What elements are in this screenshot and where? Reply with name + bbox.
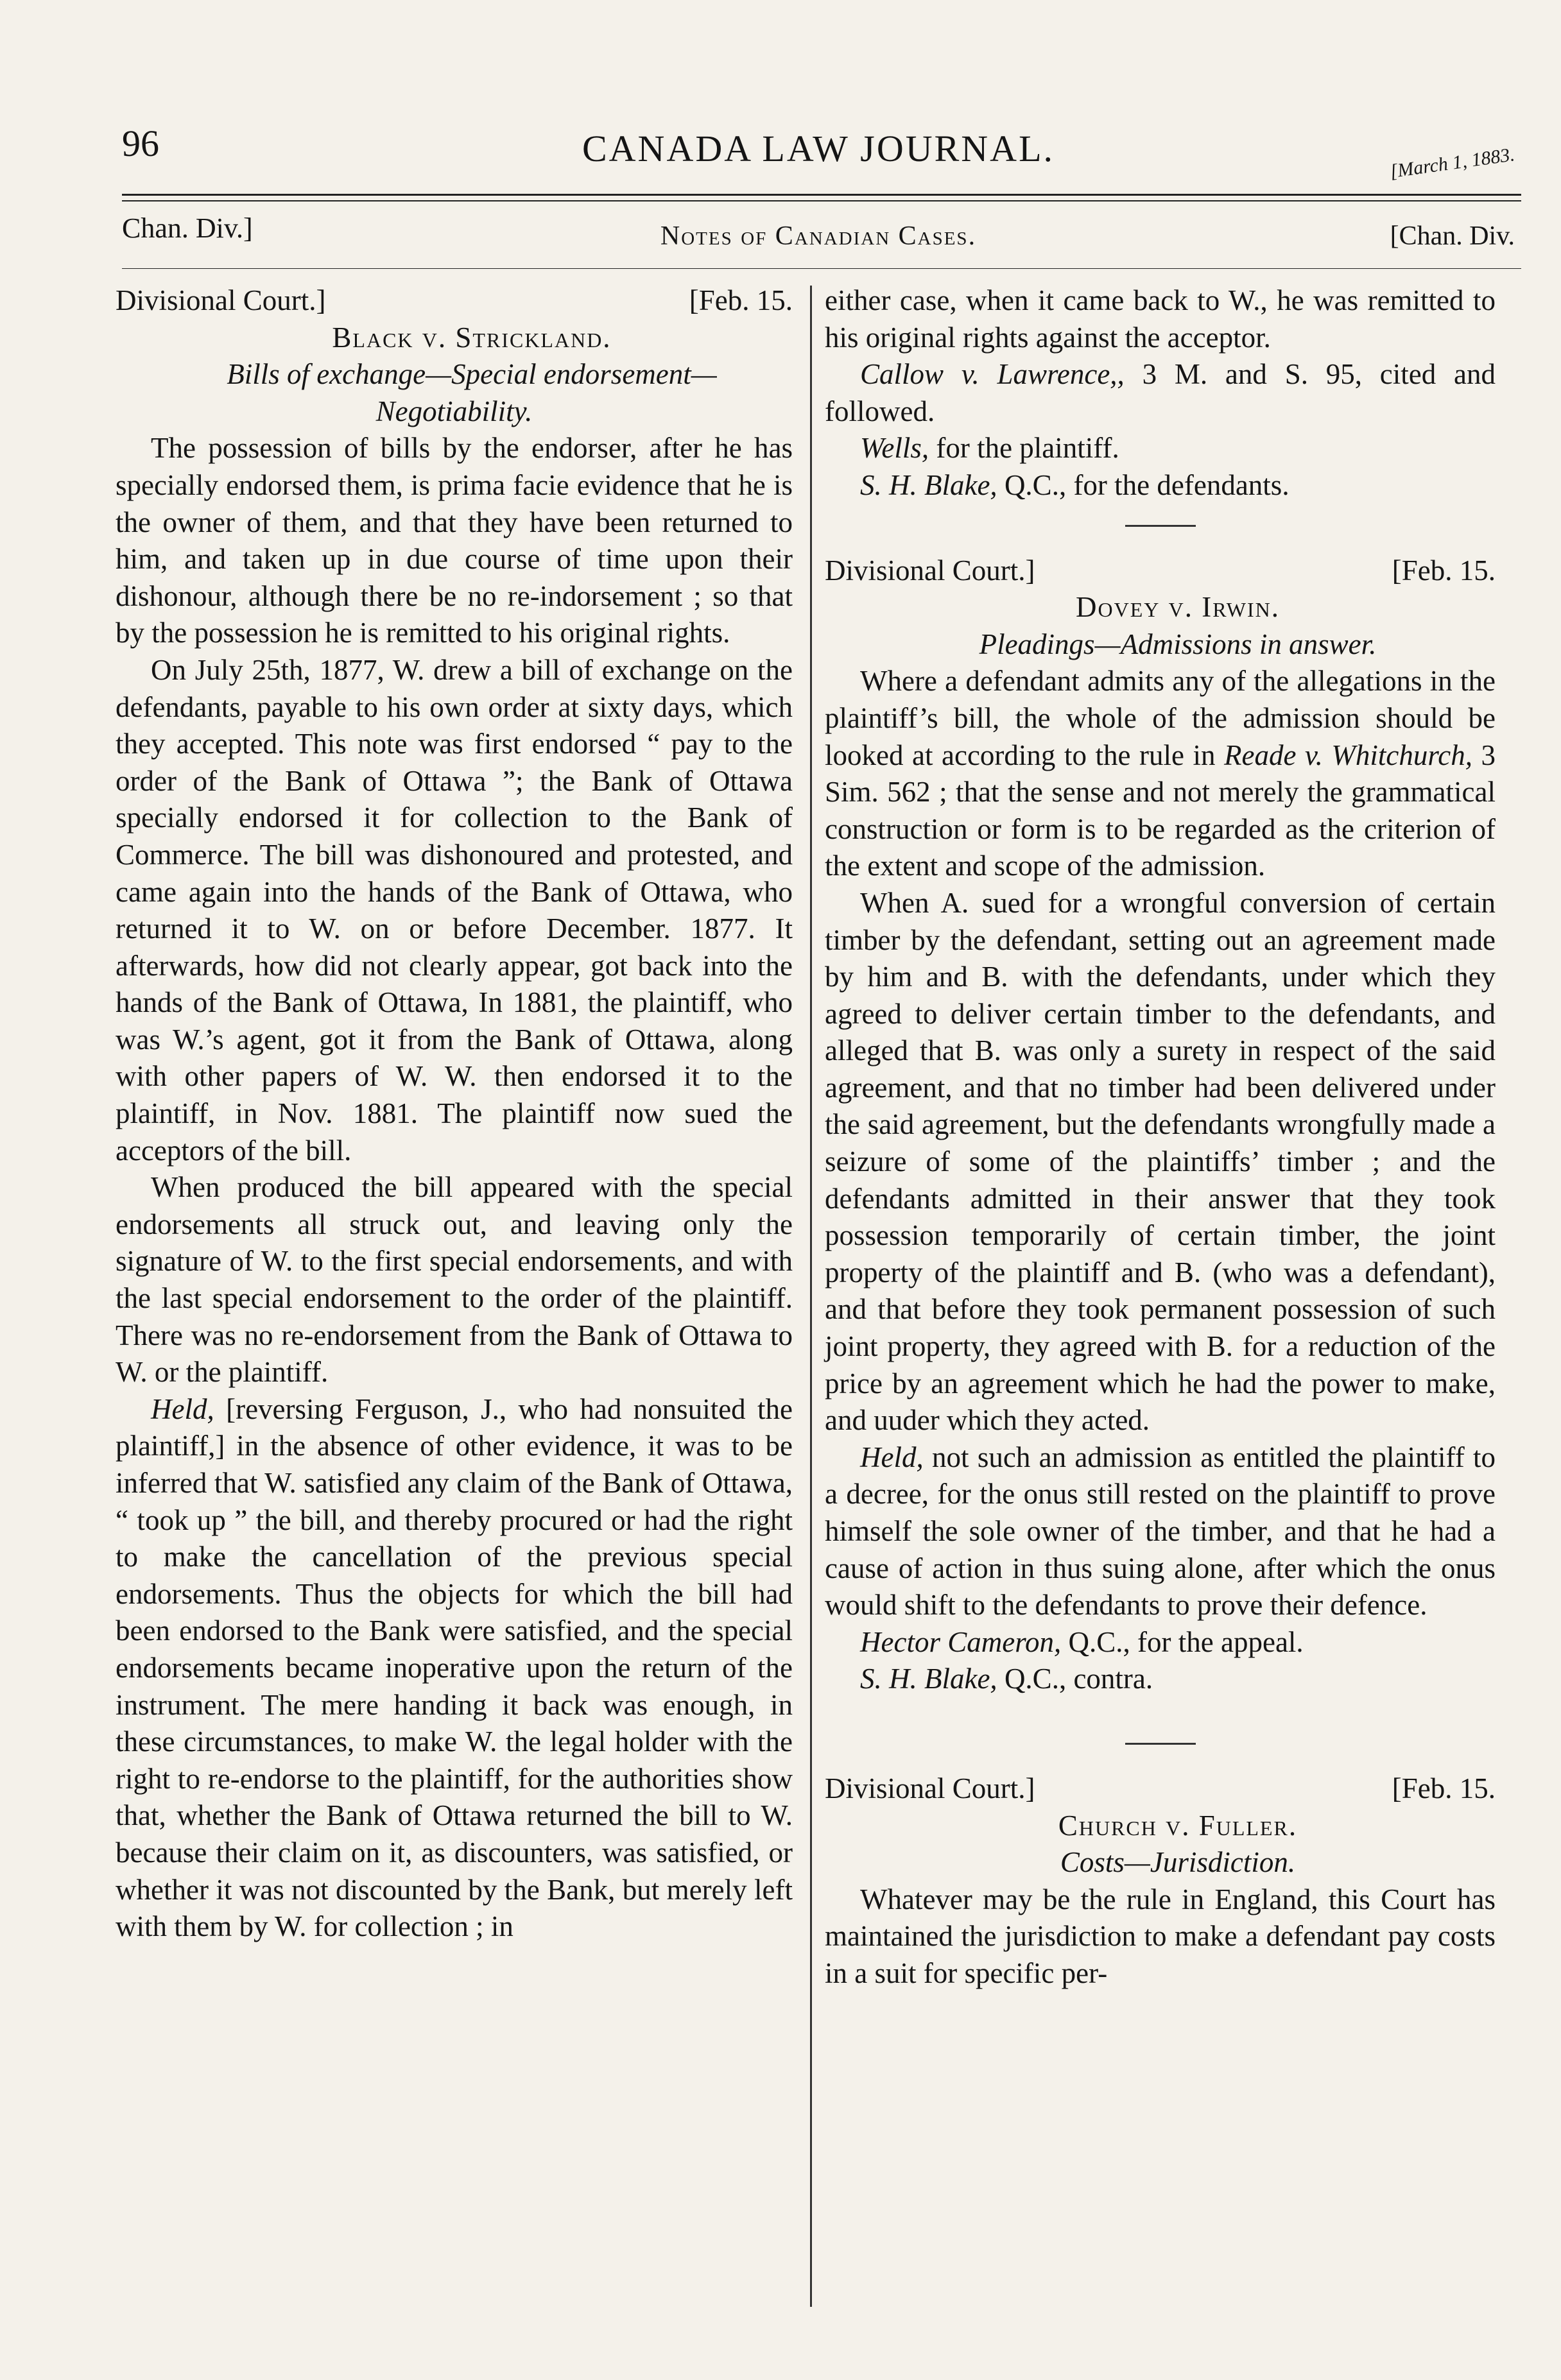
counsel-line: [825, 1661, 1496, 1698]
cited-text: 3 M. and S. 95, cited and followed.: [825, 358, 1496, 427]
catchwords-line-1: Bills of exchange—Special endorsement—: [227, 358, 717, 391]
held-text: not such an admission as entitled the plaintiff to a decree, for the onus still rested on the plaintiff to prove himself the sole owner of the timber, and that he had a cause of action in thus suing alone, after which the onus would shift to the defendants to prove their defence.: [825, 1441, 1496, 1622]
counsel-name: S. H. Blake,: [860, 468, 997, 501]
counsel-role: Q.C., for the defendants.: [1004, 468, 1289, 501]
counsel-role: Q.C., for the appeal.: [1068, 1625, 1304, 1658]
case-court-line: [825, 1770, 1496, 1808]
issue-date: [March 1, 1883.: [1388, 144, 1517, 183]
case-separator: [1125, 1743, 1196, 1745]
case-catchwords: Pleadings—Admissions in answer.: [979, 628, 1377, 660]
case-headnote: [825, 663, 1496, 885]
case-title: Church v. Fuller.: [1058, 1809, 1298, 1842]
column-divider: [810, 286, 812, 2307]
case-continuation: either case, when it came back to W., he was remitted to his original rights against the acceptor.: [825, 284, 1496, 354]
cited-case: Callow v. Lawrence,,: [860, 358, 1125, 391]
page-number: 96: [122, 123, 159, 164]
counsel-role: for the plaintiff.: [936, 432, 1119, 465]
section-title: Notes of Canadian Cases.: [660, 221, 977, 251]
case-facts-2: When produced the bill appeared with the special endorsements all struck out, and leaving only the signature of W. to the first special endorsements, and with the last special endorsement to the order of the plaintiff. There was no re-endorsement from the Bank of Ottawa to W. or the plaintiff.: [116, 1171, 793, 1389]
header-rule: [122, 194, 1521, 196]
catchwords-line-2: Negotiability.: [375, 395, 533, 427]
counsel-role: Q.C., contra.: [1004, 1663, 1153, 1695]
headnote-text-2: 3 Sim. 562 ; that the sense and not merely the grammatical construction or form is to be regarded as the criterion of the extent and scope of the admission.: [825, 739, 1496, 882]
header-rule-thin: [122, 200, 1521, 201]
journal-title: CANADA LAW JOURNAL.: [582, 128, 1055, 169]
section-rule: [122, 268, 1521, 269]
case-court-line: [116, 282, 793, 320]
court-name: Divisional Court.]: [825, 554, 1035, 586]
case-catchwords: Costs—Jurisdiction.: [1060, 1846, 1296, 1879]
case-title: Black v. Strickland.: [332, 321, 612, 354]
case-facts: When A. sued for a wrongful conversion of certain timber by the defendant, setting out an agreement made by him and B. with the defendants, under which they agreed to deliver certain timber to the defendants, and alleged that B. was only a surety in respect of the said agreement, and that no timber had been delivered under the said agreement, but the defendants wrongfully made a seizure of some of the plaintiffs’ timber ; and the defendants admitted in their answer that they took possession temporarily of certain timber, the joint property of the plaintiff and B. (who was a defendant), and that before they took permanent possession of such joint property, they agreed with B. for a reduction of the price by an agreement which he had the power to make, and uuder which they acted.: [825, 886, 1496, 1437]
case-date: [Feb. 15.: [1392, 554, 1496, 586]
right-column: [825, 282, 1496, 1992]
counsel-name: Wells,: [860, 432, 929, 465]
counsel-name: Hector Cameron,: [860, 1625, 1062, 1658]
held-text: in the absence of other evidence, it was to be inferred that W. satisfied any claim of the Bank of Ottawa, “ took up ” the bill, and thereby procured or had the right to make the cancellation of the previous special endorsements. Thus the objects for which the bill had been endorsed to the Bank were satisfied, and the special endorsements became inoperative upon the return of the instrument. The mere handing it back was enough, in these circumstances, to make W. the legal holder with the right to re-endorse to the plaintiff, for the authorities show that, whether the Bank of Ottawa returned the bill to W. because their claim on it, as discounters, was satisfied, or whether it was not discounted by the Bank, but merely left with them by W. for collection ; in: [116, 1430, 793, 1943]
case-facts: On July 25th, 1877, W. drew a bill of exchange on the defendants, payable to his own order at sixty days, which they accepted. This note was first endorsed “ pay to the order of the Bank of Ottawa ”; the Bank of Ottawa specially endorsed it for collection to the Bank of Commerce. The bill was dishonoured and protested, and came again into the hands of the Bank of Ottawa, who returned it to W. on or before December. 1877. It afterwards, how did not clearly appear, got back into the hands of the Bank of Ottawa, In 1881, the plaintiff, who was W.’s agent, got it from the Bank of Ottawa, along with other papers of W. W. then endorsed it to the plaintiff, in Nov. 1881. The plaintiff now sued the acceptors of the bill.: [116, 653, 793, 1167]
case-headnote: The possession of bills by the endorser, after he has specially endorsed them, is prima facie evidence that he is the owner of them, and that they have been returned to him, and taken up in due course of time upon their dishonour, although there be no re-indorsement ; so that by the possession he is remitted to his original rights.: [116, 432, 793, 649]
case-headnote: Whatever may be the rule in England, this Court has maintained the jurisdiction to make a defendant pay costs in a suit for specific per-: [825, 1883, 1496, 1989]
case-catchwords: [116, 356, 793, 430]
counsel-line: [825, 1624, 1496, 1661]
case-holding: [116, 1391, 793, 1946]
counsel-line: [825, 430, 1496, 467]
counsel-line: [825, 467, 1496, 504]
case-court-line: [825, 552, 1496, 590]
page-header: [122, 122, 1515, 193]
headnote-citation: Reade v. Whitchurch,: [1224, 739, 1472, 771]
left-column: [116, 282, 793, 1946]
case-citation: [825, 356, 1496, 430]
section-header: [122, 212, 1515, 257]
counsel-name: S. H. Blake,: [860, 1663, 997, 1695]
case-date: [Feb. 15.: [689, 284, 793, 316]
held-label: Held,: [151, 1392, 214, 1425]
case-title: Dovey v. Irwin.: [1075, 591, 1280, 624]
court-name: Divisional Court.]: [116, 284, 326, 316]
case-date: [Feb. 15.: [1392, 1772, 1496, 1804]
held-label: Held,: [860, 1441, 924, 1473]
section-right-label: [Chan. Div.: [1390, 221, 1515, 251]
case-separator: [1125, 525, 1196, 527]
headnote-text: Where a defendant admits any of the allegations in the plaintiff’s bill, the whole of the admission should be looked at according to the rule in: [825, 665, 1496, 771]
section-left-label: Chan. Div.]: [122, 212, 253, 244]
case-holding: [825, 1439, 1496, 1624]
held-judge: [reversing Ferguson, J., who had nonsuited the plaintiff,]: [116, 1392, 793, 1462]
court-name: Divisional Court.]: [825, 1772, 1035, 1804]
